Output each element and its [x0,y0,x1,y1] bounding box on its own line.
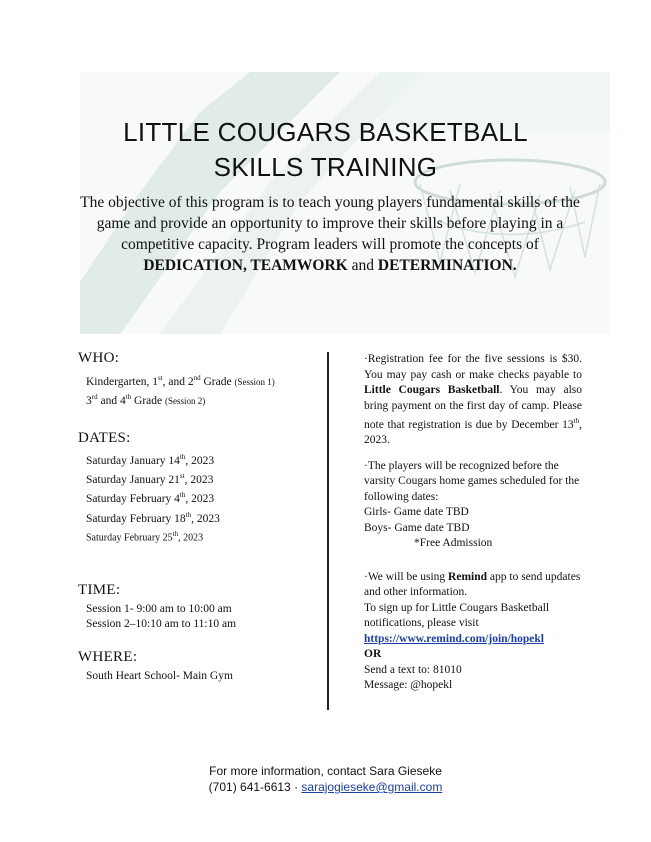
who-l2-sup2: th [125,393,132,402]
free-admission: *Free Admission [414,537,493,550]
registration-paragraph [364,352,582,449]
right-column [364,352,582,704]
date-0-sup: th [179,452,186,461]
girls-date: Girls- Game date TBD [364,506,469,519]
intro-text: The objective of this program is to teach young players fundamental skills of the game and provide an opportunity to improve their skills before playing in a competitive capacity. Program leaders will promote the concepts of [80,194,580,253]
date-1-sup: st [179,471,185,480]
message-instructions: Message: @hopekl [364,679,453,692]
page-title-line2: SKILLS TRAINING [213,152,438,182]
who-line-2 [86,390,318,409]
footer-phone-email [0,780,651,794]
dates-heading: DATES: [78,429,131,446]
who-l2-c: Grade [131,395,163,408]
date-1-post: , 2023 [184,473,214,486]
page-title-line1: LITTLE COUGARS BASKETBALL [123,117,528,147]
or-label: OR [364,648,382,661]
where-heading: WHERE: [78,648,138,665]
reg-b: . You may also bring payment on the first day of camp. Please note that registration is due by December 13 [364,384,582,431]
date-3-post: , 2023 [191,512,220,525]
footer-email-link[interactable]: sarajogieseke@gmail.com [301,780,443,794]
remind-a: ·We will be using [364,570,449,583]
date-2-pre: Saturday February 4 [86,493,180,506]
boys-date: Boys- Game date TBD [364,521,470,534]
who-l1-session: (Session 1) [234,376,275,387]
who-l1-a: Kindergarten, 1 [86,375,158,388]
who-l2-sup1: rd [91,393,98,402]
who-l1-sup2: nd [193,374,201,382]
who-l2-a: 3 [86,395,92,408]
date-3-pre: Saturday February 18 [86,512,186,525]
where-line-1: South Heart School- Main Gym [86,669,233,682]
date-0-post: , 2023 [185,454,215,467]
text-instructions: Send a text to: 81010 [364,663,462,676]
intro-emphasis-2: DETERMINATION. [377,257,517,274]
reg-bold: Little Cougars Basketball [364,384,500,396]
date-2-sup: th [179,491,186,500]
reg-a: ·Registration fee for the five sessions is $30. You may pay cash or make checks payable to [364,353,582,381]
reg-sup: th [573,417,580,425]
date-item [86,508,318,527]
who-l2-session: (Session 2) [165,396,206,407]
remind-link[interactable]: https://www.remind.com/join/hopekl [364,632,544,645]
date-item [86,527,318,546]
who-l1-sup1: st [157,374,163,382]
who-l2-b: and 4 [97,395,126,408]
time-line-1: Session 1- 9:00 am to 10:00 am [86,602,232,615]
left-column [78,350,318,684]
signup-text: To sign up for Little Cougars Basketball notifications, please visit [364,601,550,630]
remind-bold: Remind [448,570,488,583]
date-0-pre: Saturday January 14 [86,454,180,467]
intro-and: and [351,257,374,274]
recognition-paragraph [364,459,582,552]
who-line-1 [86,371,318,390]
date-item [86,488,318,507]
who-l1-c: Grade [200,375,232,388]
date-4-post: , 2023 [178,532,204,544]
rec-a: ·The players will be recognized before the varsity Cougars home games scheduled for the following dates: [364,459,580,503]
remind-b: app to send updates and other information. [364,570,581,599]
column-divider [327,352,329,710]
remind-paragraph [364,570,582,694]
intro-paragraph [70,192,590,276]
time-line-2: Session 2–10:10 am to 11:10 am [86,618,237,631]
footer-phone: (701) 641-6613 · [208,780,302,794]
time-heading: TIME: [78,581,121,598]
date-3-sup: th [185,510,192,519]
footer-contact: For more information, contact Sara Gieseke [209,764,442,778]
date-1-pre: Saturday January 21 [86,473,180,486]
date-item [86,450,318,469]
who-l1-b: , and 2 [162,375,194,388]
date-4-pre: Saturday February 25 [86,532,173,544]
date-4-sup: th [172,529,179,538]
date-2-post: , 2023 [185,493,215,506]
date-item [86,469,318,488]
intro-emphasis-1: DEDICATION, TEAMWORK [143,257,348,274]
who-heading: WHO: [78,350,120,366]
reg-c: , 2023. [364,418,582,447]
